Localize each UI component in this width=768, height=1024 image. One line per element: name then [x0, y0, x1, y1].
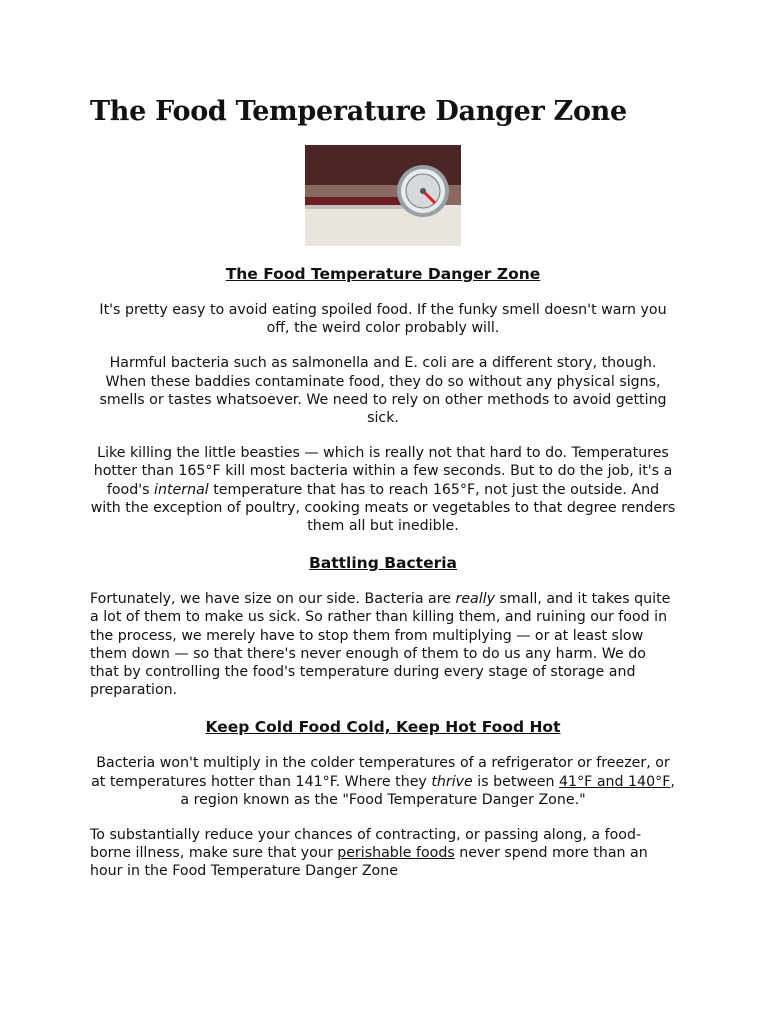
paragraph-bacteria-multiply — [90, 754, 676, 809]
paragraph-spoiled-food — [90, 301, 676, 337]
paragraph-text: It's pretty easy to avoid eating spoiled food. If the funky smell doesn't warn you off, the weird color probably will. — [99, 302, 667, 337]
emphasis-text: really — [455, 591, 496, 608]
emphasis-text: thrive — [431, 773, 473, 790]
section-heading-battling-bacteria: Battling Bacteria — [308, 554, 458, 573]
paragraph-text: never spend more than an hour in the Food Temperature Danger Zone — [90, 845, 648, 880]
thermometer-image — [305, 145, 461, 246]
paragraph-text: , a region known as the "Food Temperature Danger Zone." — [180, 773, 675, 808]
paragraph-reduce-chances — [90, 826, 676, 881]
paragraph-text: is between — [472, 773, 560, 790]
page-title: The Food Temperature Danger Zone — [90, 96, 627, 127]
perishable-foods-link[interactable]: perishable foods — [337, 845, 455, 862]
thermometer-illustration — [305, 145, 461, 246]
emphasis-text: internal — [154, 481, 209, 498]
paragraph-text: Bacteria won't multiply in the colder temperatures of a refrigerator or freezer, or at temperatures hotter than 141°F. Where they — [91, 755, 670, 790]
section-heading-keep-cold-hot: Keep Cold Food Cold, Keep Hot Food Hot — [205, 718, 561, 737]
paragraph-text: temperature that has to reach 165°F, not just the outside. And with the exception of poultry, cooking meats or vegetables to that degree renders them all but inedible. — [90, 481, 676, 535]
section-heading-danger-zone: The Food Temperature Danger Zone — [225, 265, 541, 283]
paragraph-text: To substantially reduce your chances of contracting, or passing along, a food-borne illness, make sure that your — [90, 827, 642, 862]
paragraph-text: Fortunately, we have size on our side. Bacteria are — [90, 591, 456, 608]
paragraph-size-on-our-side — [90, 590, 676, 699]
paragraph-killing-bacteria — [90, 444, 676, 535]
paragraph-text: small, and it takes quite a lot of them to make us sick. So rather than killing them, and ruining our food in the process, we merely have to stop them from multiplying — or at least slow them down — so that there's never enough of them to do us any harm. We do that by controlling the food's temperature during every stage of storage and preparation. — [90, 591, 671, 699]
paragraph-harmful-bacteria: Harmful bacteria such as salmonella and E. coli are a different story, though. When these baddies contaminate food, they do so without any physical signs, smells or tastes whatsoever. We need to rely on other methods to avoid getting sick. — [99, 355, 667, 427]
paragraph-text: Like killing the little beasties — which is really not that hard to do. Temperatures hotter than 165°F kill most bacteria within a few seconds. But to do the job, it's a food's — [93, 445, 673, 498]
document-page — [90, 92, 676, 881]
temperature-range-link[interactable]: 41°F and 140°F — [559, 773, 671, 790]
